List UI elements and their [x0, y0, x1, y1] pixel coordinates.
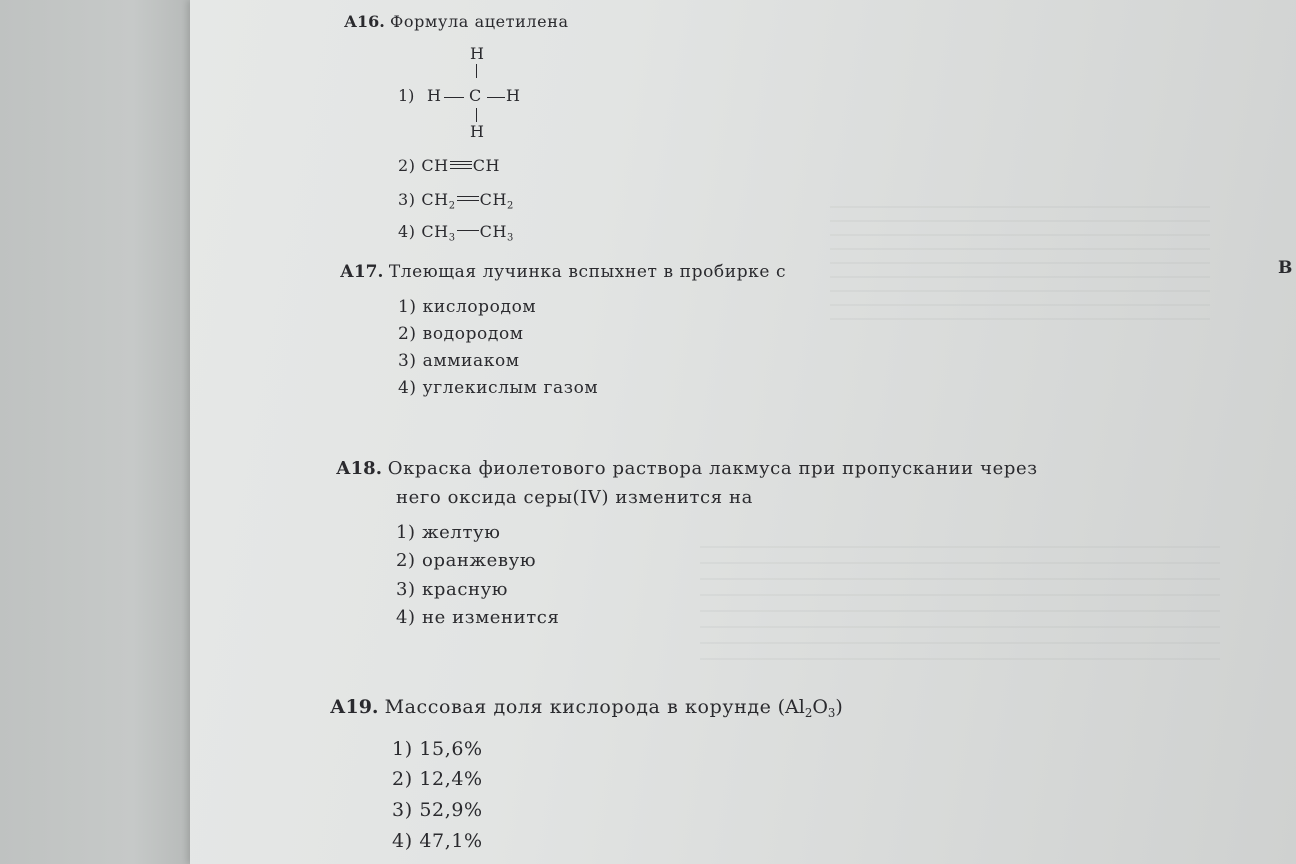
subscript: 2 — [448, 200, 456, 212]
option-number: 3) — [396, 579, 416, 600]
option-text: водородом — [422, 324, 524, 344]
option-a18-2 — [396, 550, 536, 571]
option-a19-2 — [392, 768, 483, 790]
option-number: 1) — [392, 738, 413, 760]
option-a19-4 — [392, 830, 483, 852]
question-a17 — [340, 262, 786, 282]
option-number: 2) — [392, 768, 413, 790]
option-number: 2) — [398, 156, 416, 175]
formula-part: CH — [421, 190, 449, 209]
formula-part: ) — [835, 696, 843, 718]
formula-part: CH — [421, 156, 449, 175]
option-a17-2 — [398, 324, 524, 344]
option-number: 3) — [398, 351, 417, 371]
double-bond — [457, 196, 479, 201]
option-number: 1) — [398, 297, 417, 317]
option-text: кислородом — [422, 297, 537, 317]
atom-top: H — [470, 44, 484, 63]
option-text: аммиаком — [422, 351, 520, 371]
option-text: желтую — [422, 522, 501, 543]
question-text: Тлеющая лучинка вспыхнет в пробирке с — [388, 262, 787, 282]
question-number: А16. — [344, 12, 385, 31]
atom-right: H — [506, 86, 520, 105]
question-a16 — [344, 12, 569, 31]
option-a19-1 — [392, 738, 483, 760]
subscript: 3 — [448, 232, 456, 244]
option-a18-3 — [396, 579, 508, 600]
worksheet-page — [190, 0, 1296, 864]
atom-center: C — [469, 86, 482, 105]
bond-right — [487, 97, 505, 98]
option-number: 3) — [398, 190, 416, 209]
question-text-line1: Окраска фиолетового раствора лакмуса при пропускании через — [387, 458, 1038, 479]
option-number: 4) — [398, 378, 417, 398]
option-a17-1 — [398, 297, 536, 317]
option-number: 3) — [392, 799, 413, 821]
question-number: А17. — [340, 262, 384, 282]
option-text: 15,6% — [419, 738, 483, 760]
option-number: 4) — [398, 222, 416, 241]
bond-left — [444, 97, 464, 98]
formula-part: CH — [479, 222, 508, 241]
question-number: А18. — [336, 458, 382, 479]
show-through-texture-2 — [700, 540, 1220, 660]
option-text: 52,9% — [419, 799, 483, 821]
option-text: углекислым газом — [422, 378, 599, 398]
subscript: 3 — [507, 232, 514, 244]
option-number: 4) — [392, 830, 413, 852]
option-a16-4 — [398, 222, 514, 243]
option-a16-3 — [398, 190, 514, 211]
option-number: 1) — [396, 522, 416, 543]
option-text: не изменится — [422, 607, 560, 628]
atom-bottom: H — [470, 122, 484, 141]
subscript: 2 — [507, 200, 514, 212]
single-bond — [457, 230, 479, 231]
question-text-line2: него оксида серы(IV) изменится на — [396, 487, 753, 508]
atom-left: H — [427, 86, 441, 105]
option-a16-2 — [398, 156, 500, 175]
edge-fragment-text: В — [1278, 258, 1293, 278]
option-number: 2) — [396, 550, 416, 571]
formula-part: CH — [472, 156, 501, 175]
bond-bottom — [476, 108, 477, 122]
formula-part: ( — [777, 696, 785, 718]
formula-part: O — [812, 696, 828, 718]
question-number: А19. — [330, 696, 379, 718]
show-through-texture — [830, 200, 1210, 320]
triple-bond — [450, 161, 472, 169]
facing-page — [0, 0, 190, 864]
option-number: 1) — [398, 86, 415, 105]
bond-top — [476, 64, 477, 78]
option-a18-4 — [396, 607, 559, 628]
methane-structural-formula — [398, 44, 538, 144]
option-a17-4 — [398, 378, 598, 398]
question-a18-line2 — [396, 487, 753, 508]
corundum-formula — [777, 696, 843, 721]
option-a17-3 — [398, 351, 520, 371]
option-a19-3 — [392, 799, 483, 821]
option-text: 47,1% — [419, 830, 483, 852]
option-text: оранжевую — [422, 550, 537, 571]
formula-part: Al — [785, 696, 805, 718]
question-a19 — [330, 696, 843, 720]
question-text: Массовая доля кислорода в корунде — [384, 696, 772, 718]
option-number: 2) — [398, 324, 417, 344]
subscript: 3 — [827, 706, 836, 721]
subscript: 2 — [804, 706, 813, 721]
option-text: красную — [422, 579, 509, 600]
formula-part: CH — [479, 190, 508, 209]
question-a18 — [336, 458, 1038, 479]
formula-part: CH — [421, 222, 449, 241]
option-number: 4) — [396, 607, 416, 628]
option-a18-1 — [396, 522, 500, 543]
question-text: Формула ацетилена — [389, 12, 569, 31]
option-text: 12,4% — [419, 768, 483, 790]
